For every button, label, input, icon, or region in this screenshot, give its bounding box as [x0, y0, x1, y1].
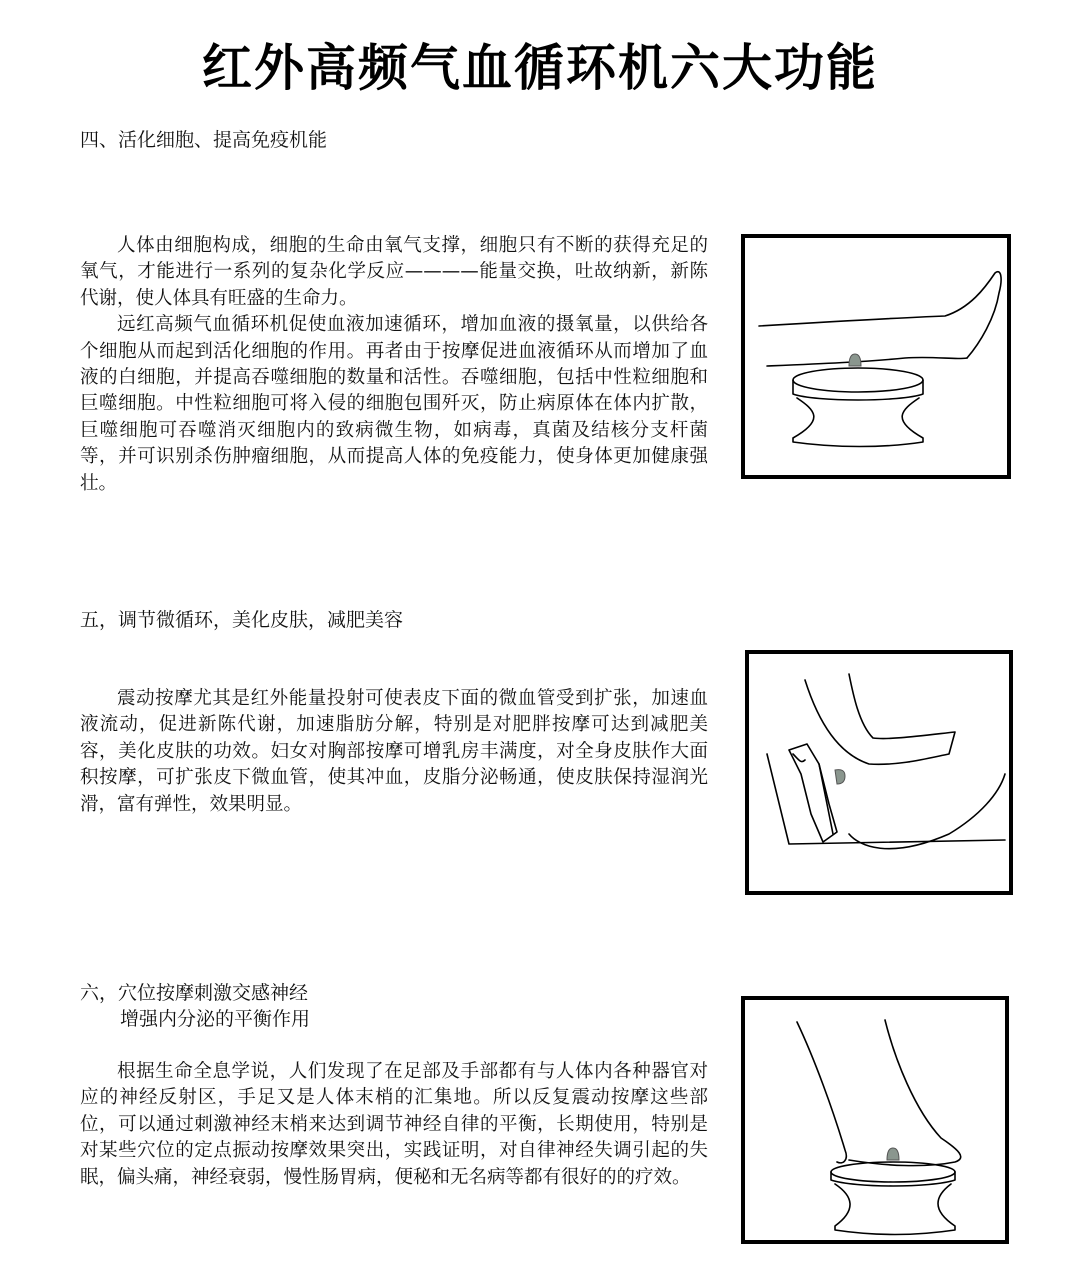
section-heading-5: 五，调节微循环，美化皮肤，减肥美容 [80, 609, 404, 631]
foot-massage-illustration [741, 996, 1009, 1244]
leg-on-device-drawing [745, 238, 1007, 475]
section-subheading-6: 增强内分泌的平衡作用 [120, 1008, 311, 1030]
section-heading-4: 四、活化细胞、提高免疫机能 [80, 129, 328, 151]
leg-massage-illustration [741, 234, 1011, 479]
section-body-5 [80, 686, 708, 818]
body-massage-illustration [745, 650, 1013, 895]
back-on-device-drawing [749, 654, 1009, 891]
section-body-4 [80, 233, 708, 497]
page-title: 红外高频气血循环机六大功能 [202, 39, 878, 97]
foot-on-device-drawing [745, 1000, 1005, 1240]
section-body-6 [80, 1059, 708, 1191]
section-5-paragraph-1: 震动按摩尤其是红外能量投射可使表皮下面的微血管受到扩张，加速血液流动，促进新陈代谢，加速脂肪分解，特别是对肥胖按摩可达到减肥美容，美化皮肤的功效。妇女对胸部按摩可增乳房丰满度，对全身皮肤作大面积按摩，可扩张皮下微血管，使其冲血，皮脂分泌畅通，使皮肤保持湿润光滑，富有弹性，效果明显。 [80, 688, 708, 815]
section-4-paragraph-1: 人体由细胞构成，细胞的生命由氧气支撑，细胞只有不断的获得充足的氧气，才能进行一系列的复杂化学反应————能量交换，吐故纳新，新陈代谢，使人体具有旺盛的生命力。 [80, 235, 708, 309]
section-4-paragraph-2: 远红高频气血循环机促使血液加速循环，增加血液的摄氧量，以供给各个细胞从而起到活化细胞的作用。再者由于按摩促进血液循环从而增加了血液的白细胞，并提高吞噬细胞的数量和活性。吞噬细胞，包括中性粒细胞和巨噬细胞。中性粒细胞可将入侵的细胞包围歼灭，防止病原体在体内扩散，巨噬细胞可吞噬消灭细胞内的致病微生物，如病毒，真菌及结核分支杆菌等，并可识别杀伤肿瘤细胞，从而提高人体的免疫能力，使身体更加健康强壮。 [80, 314, 708, 494]
section-heading-6: 六，穴位按摩刺激交感神经 [80, 982, 309, 1004]
section-6-paragraph-1: 根据生命全息学说，人们发现了在足部及手部都有与人体内各种器官对应的神经反射区，手足又是人体末梢的汇集地。所以反复震动按摩这些部位，可以通过刺激神经末梢来达到调节神经自律的平衡，长期使用，特别是对某些穴位的定点振动按摩效果突出，实践证明，对自律神经失调引起的失眠，偏头痛，神经衰弱，慢性肠胃病，便秘和无名病等都有很好的的疗效。 [80, 1061, 708, 1188]
